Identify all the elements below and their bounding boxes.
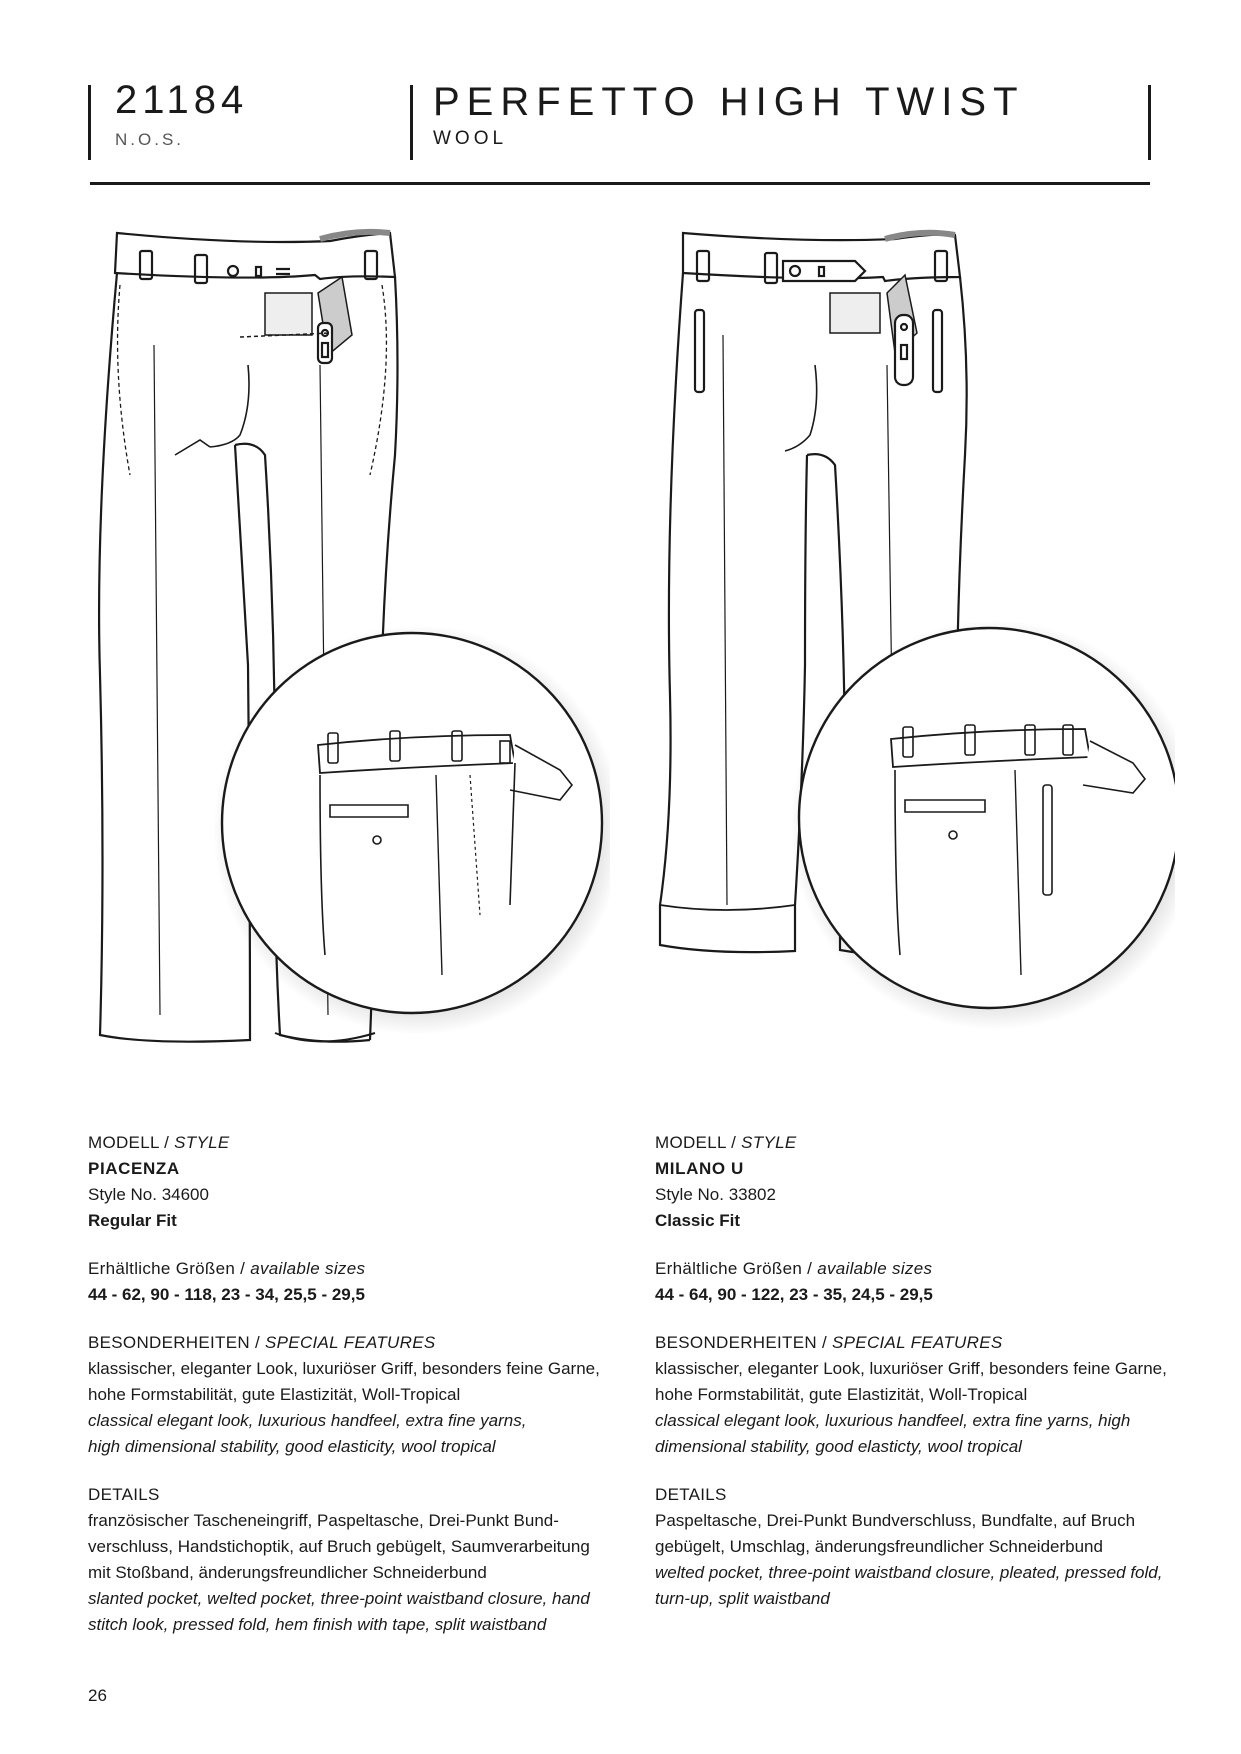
page-number: 26 [88,1686,107,1705]
features-en-line: classical elegant look, luxurious handfeel, extra fine yarns, high [655,1411,1131,1430]
spec-piacenza [88,1130,628,1638]
details-en-line: slanted pocket, welted pocket, three-point waistband closure, hand [88,1589,590,1608]
features-de-line: hohe Formstabilität, gute Elastizität, Woll-Tropical [655,1385,1028,1404]
style-number: Style No. 34600 [88,1185,209,1204]
details-en-line: welted pocket, three-point waistband closure, pleated, pressed fold, [655,1563,1163,1582]
fit: Regular Fit [88,1211,177,1230]
spec-milano-u [655,1130,1195,1612]
features-label: BESONDERHEITEN / SPECIAL FEATURES [655,1333,1003,1352]
style-number: Style No. 33802 [655,1185,776,1204]
features-de-line: klassischer, eleganter Look, luxuriöser Griff, besonders feine Garne, [655,1359,1167,1378]
article-number: 21184 [115,78,249,122]
details-de-line: gebügelt, Umschlag, änderungsfreundlicher Schneiderbund [655,1537,1103,1556]
header-middle-bar [410,85,413,160]
features-en-line: classical elegant look, luxurious handfeel, extra fine yarns, [88,1411,527,1430]
features-en-line: high dimensional stability, good elasticity, wool tropical [88,1437,496,1456]
style-label: MODELL / STYLE [88,1133,230,1152]
details-de-line: mit Stoßband, änderungsfreundlicher Schneiderbund [88,1563,487,1582]
details-label: DETAILS [88,1485,160,1504]
header-rule [90,182,1150,185]
sketch-milano-u [655,215,1175,1075]
details-en-line: turn-up, split waistband [655,1589,830,1608]
fit: Classic Fit [655,1211,741,1230]
features-de-line: klassischer, eleganter Look, luxuriöser Griff, besonders feine Garne, [88,1359,600,1378]
details-de-line: Paspeltasche, Drei-Punkt Bundverschluss, Bundfalte, auf Bruch [655,1511,1136,1530]
sizes-label: Erhältliche Größen / available sizes [655,1259,933,1278]
features-en-line: dimensional stability, good elasticty, wool tropical [655,1437,1022,1456]
details-de-line: französischer Tascheneingriff, Paspeltasche, Drei-Punkt Bund- [88,1511,559,1530]
model-name: PIACENZA [88,1159,180,1178]
sizes-value: 44 - 64, 90 - 122, 23 - 35, 24,5 - 29,5 [655,1285,933,1304]
details-label: DETAILS [655,1485,727,1504]
sizes-label: Erhältliche Größen / available sizes [88,1259,366,1278]
header-left-bar [88,85,91,160]
sketch-piacenza [90,215,610,1075]
article-sub: N.O.S. [115,130,185,149]
details-de-line: verschluss, Handstichoptik, auf Bruch gebügelt, Saumverarbeitung [88,1537,590,1556]
material-label: WOOL [433,128,508,149]
style-label: MODELL / STYLE [655,1133,797,1152]
features-label: BESONDERHEITEN / SPECIAL FEATURES [88,1333,436,1352]
model-name: MILANO U [655,1159,744,1178]
details-en-line: stitch look, pressed fold, hem finish with tape, split waistband [88,1615,547,1634]
page-title: PERFETTO HIGH TWIST [433,80,1025,124]
header-right-bar [1148,85,1151,160]
sizes-value: 44 - 62, 90 - 118, 23 - 34, 25,5 - 29,5 [88,1285,365,1304]
features-de-line: hohe Formstabilität, gute Elastizität, Woll-Tropical [88,1385,461,1404]
